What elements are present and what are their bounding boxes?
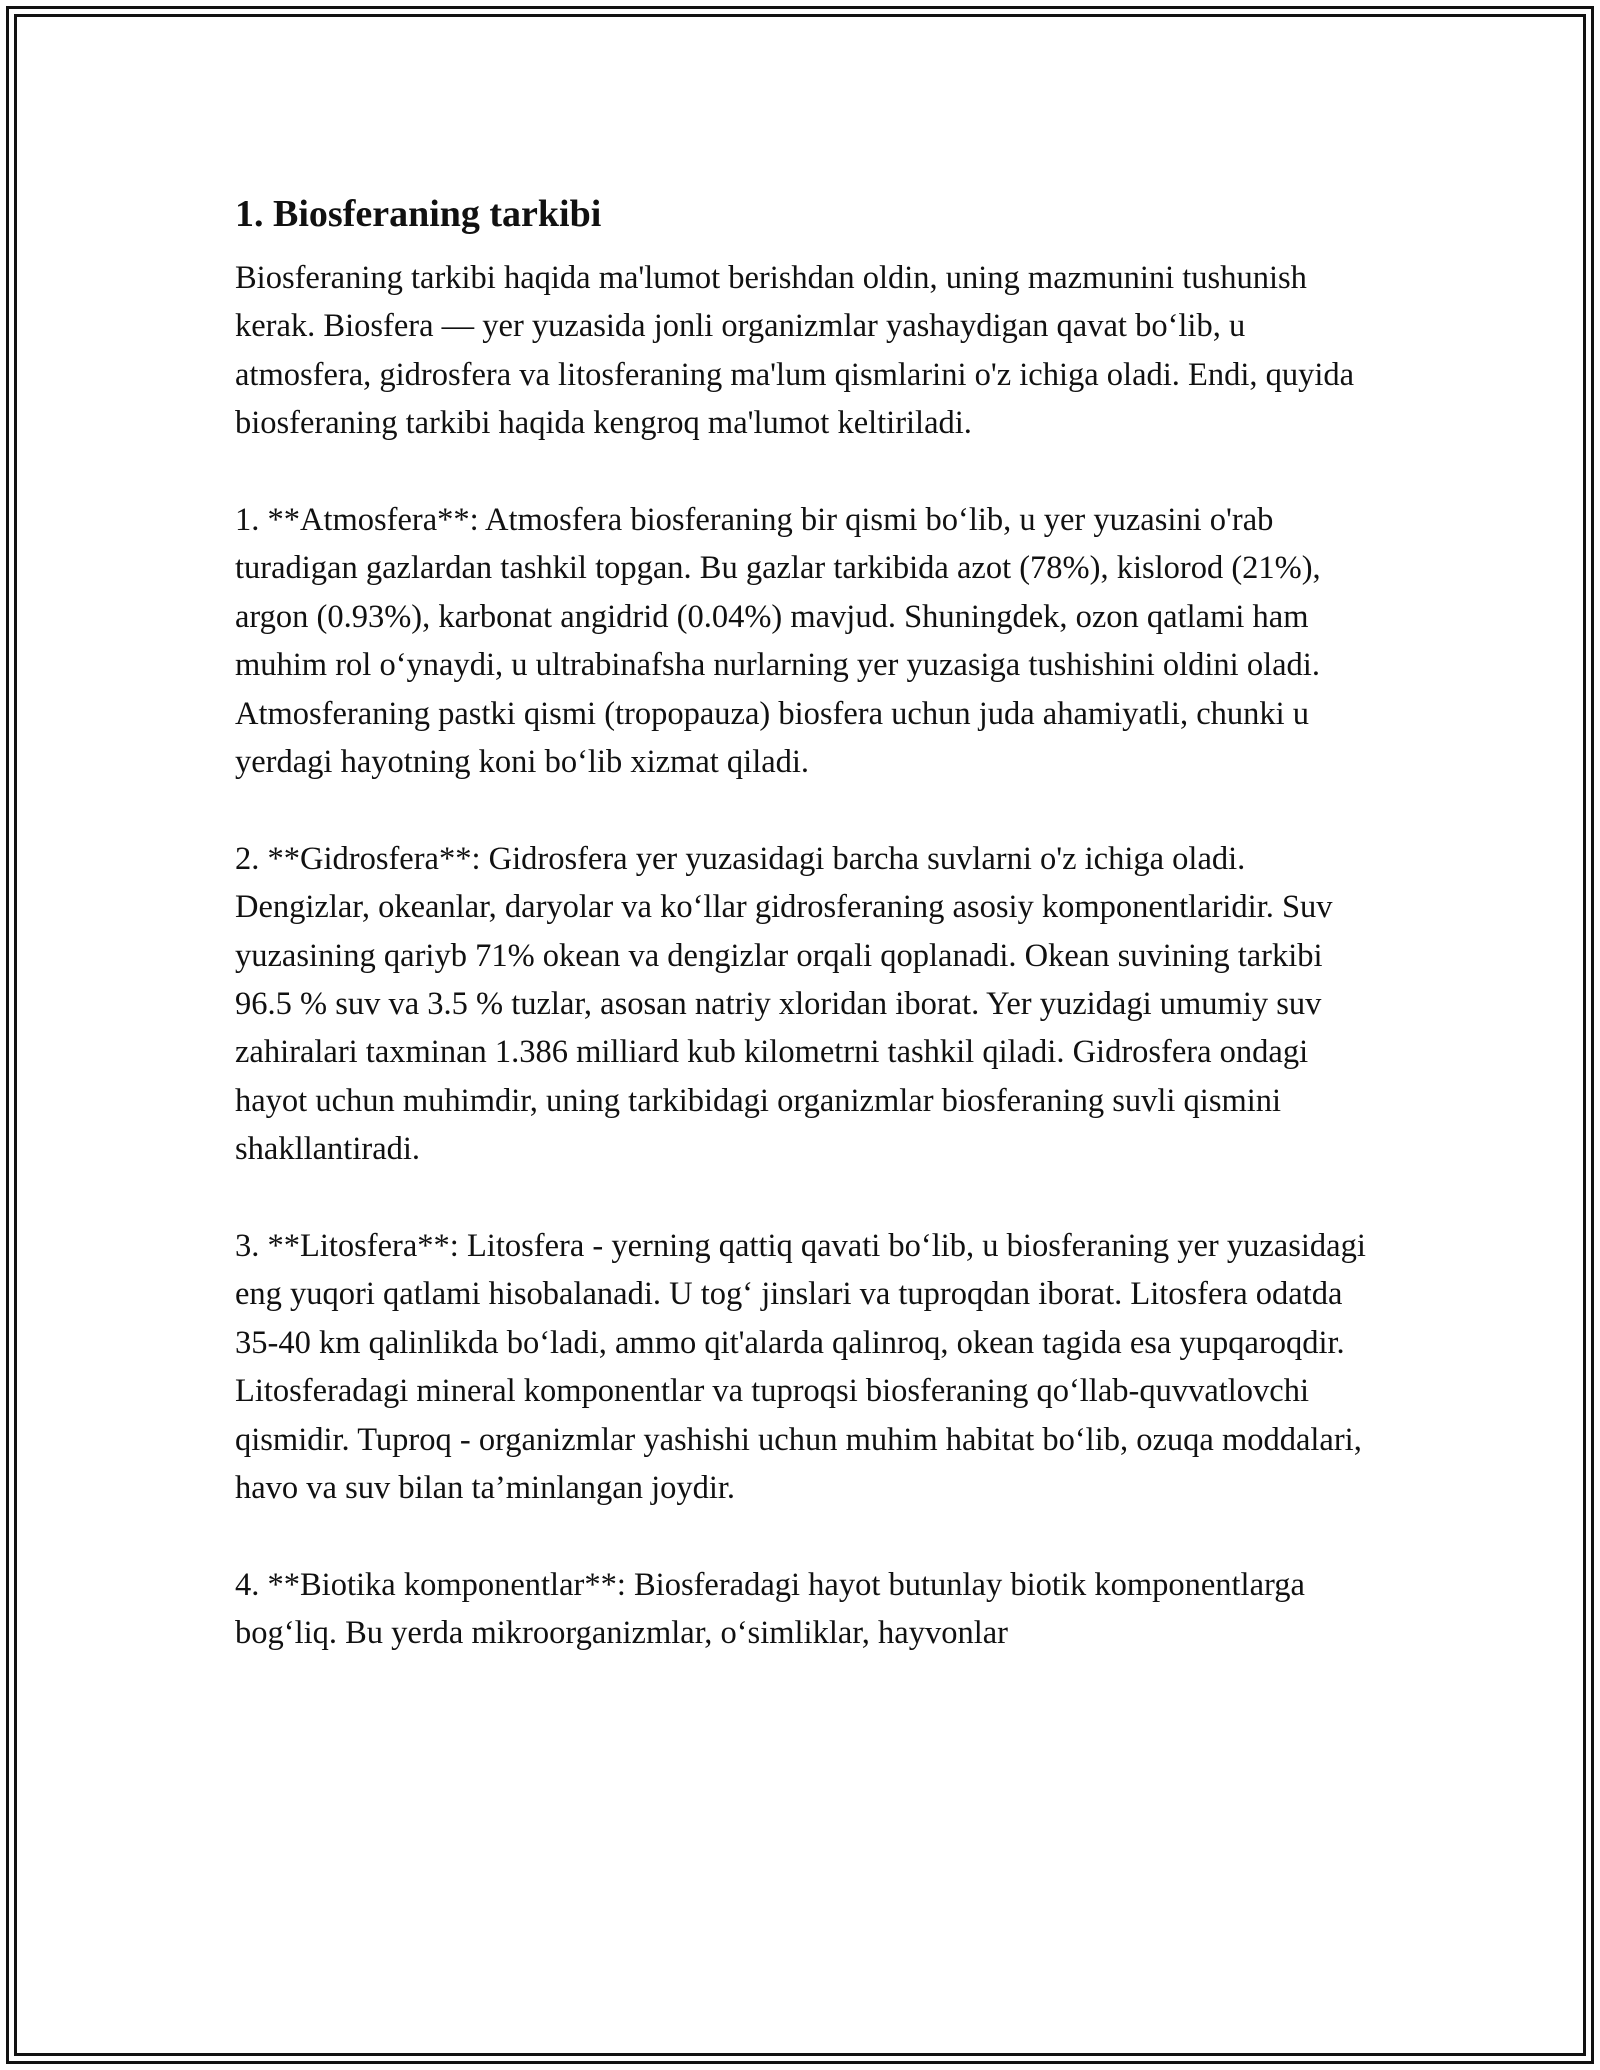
litosfera-paragraph: 3. **Litosfera**: Litosfera - yerning qattiq qavati bo‘lib, u biosferaning yer yuzasidagi eng yuqori qatlami hisobalanadi. U tog‘ jinslari va tuproqdan iborat. Litosfera odatda 35-40 km qalinlikda bo‘ladi, ammo qit'alarda qalinroq, okean tagida esa yupqaroqdir. Litosferadagi mineral komponentlar va tuproqsi biosferaning qo‘llab-quvvatlovchi qismidir. Tuproq - organizmlar yashishi uchun muhim habitat bo‘lib, ozuqa moddalari, havo va suv bilan ta’minlangan joydir.: [235, 1228, 1366, 1507]
biotika-paragraph: 4. **Biotika komponentlar**: Biosferadagi hayot butunlay biotik komponentlarga bog‘liq. Bu yerda mikroorganizmlar, o‘simliklar, hayvonlar: [235, 1566, 1305, 1652]
gidrosfera-paragraph: 2. **Gidrosfera**: Gidrosfera yer yuzasidagi barcha suvlarni o'z ichiga oladi. Dengizlar, okeanlar, daryolar va ko‘llar gidrosferaning asosiy komponentlaridir. Suv yuzasining qariyb 71% okean va dengizlar orqali qoplanadi. Okean suvining tarkibi 96.5 % suv va 3.5 % tuzlar, asosan natriy xloridan iborat. Yer yuzidagi umumiy suv zahiralari taxminan 1.386 milliard kub kilometrni tashkil qiladi. Gidrosfera ondagi hayot uchun muhimdir, uning tarkibidagi organizmlar biosferaning suvli qismini shakllantiradi.: [235, 840, 1333, 1168]
intro-paragraph: Biosferaning tarkibi haqida ma'lumot berishdan oldin, uning mazmunini tushunish kerak. Biosfera — yer yuzasida jonli organizmlar yashaydigan qavat bo‘lib, u atmosfera, gidrosfera va litosferaning ma'lum qismlarini o'z ichiga oladi. Endi, quyida biosferaning tarkibi haqida kengroq ma'lumot keltiriladi.: [235, 260, 1355, 442]
atmosfera-paragraph: 1. **Atmosfera**: Atmosfera biosferaning bir qismi bo‘lib, u yer yuzasini o'rab turadigan gazlardan tashkil topgan. Bu gazlar tarkibida azot (78%), kislorod (21%), argon (0.93%), karbonat angidrid (0.04%) mavjud. Shuningdek, ozon qatlami ham muhim rol o‘ynaydi, u ultrabinafsha nurlarning yer yuzasiga tushishini oldini oladi. Atmosferaning pastki qismi (tropopauza) biosfera uchun juda ahamiyatli, chunki u yerdagi hayotning koni bo‘lib xizmat qiladi.: [235, 502, 1321, 781]
document-body: [235, 186, 1375, 1658]
section-heading: 1. Biosferaning tarkibi: [235, 193, 602, 235]
